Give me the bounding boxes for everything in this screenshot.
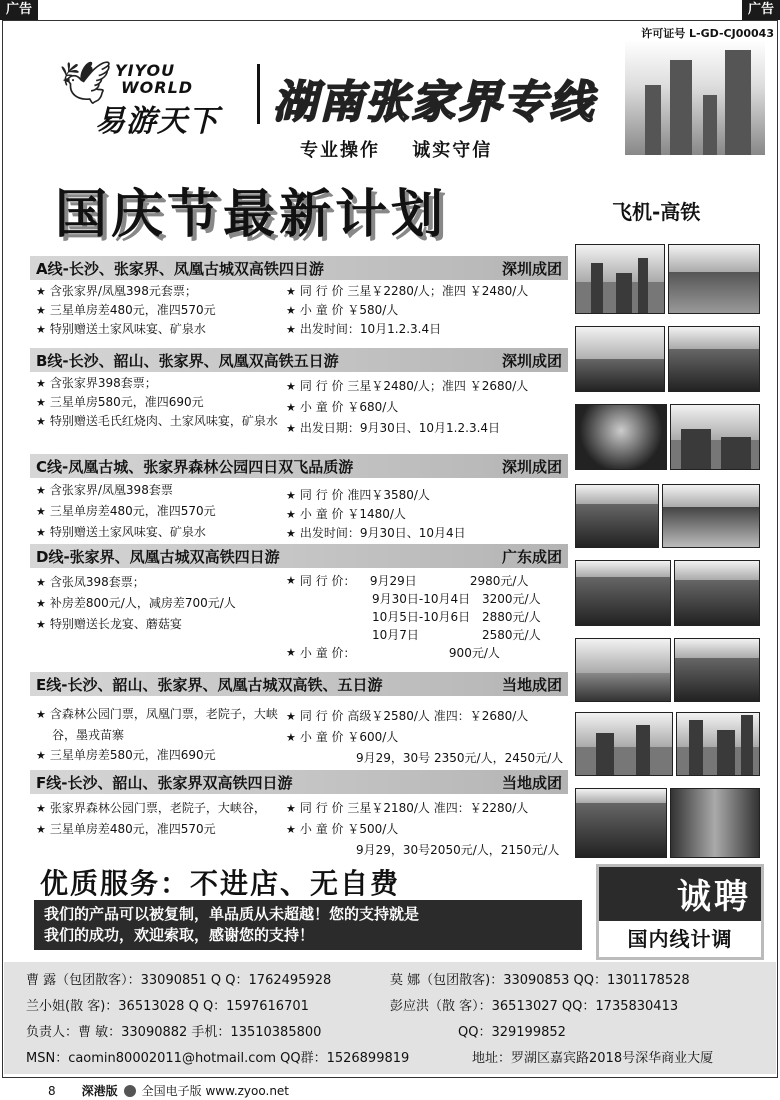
website-link[interactable]: 全国电子版 www.zyoo.net — [141, 1084, 290, 1098]
list-item: ★ 特别赠送土家风味宴、矿泉水 — [36, 322, 206, 336]
slogan-2: 诚实守信 — [412, 140, 493, 161]
list-item: ★ 三星单房580元，准四690元 — [36, 395, 204, 409]
ad-tag-left: 广告 — [0, 0, 38, 20]
banner-slogan — [300, 136, 492, 162]
license-number: 许可证号 L-GD-CJ00043 — [641, 27, 774, 40]
star-icon: ★ — [36, 285, 46, 298]
page-number: 8 — [48, 1083, 56, 1098]
route-header — [30, 348, 568, 372]
star-icon: ★ — [286, 422, 296, 435]
list-item: ★ 小 童 价 ￥500/人 — [286, 822, 399, 836]
main-headline: 国庆节最新计划 — [55, 184, 448, 245]
date-note: 9月29，30号 2350元/人，2450元/人 — [356, 751, 564, 765]
list-item: ★ 含张家界/凤凰398元套票； — [36, 284, 197, 298]
banner-divider — [257, 64, 260, 124]
banner-title: 湖南张家界专线 — [273, 77, 595, 128]
list-item: ★ 张家界森林公园门票，老院子，大峡谷， — [36, 801, 266, 815]
route-d — [30, 544, 568, 688]
star-icon: ★ — [286, 508, 296, 521]
contact-row: 兰小姐(散 客)：36513028 Q Q：1597616701 彭应洪（散 客）：36513027 QQ：1735830413 — [26, 999, 679, 1014]
route-b — [30, 348, 568, 452]
route-header — [30, 544, 568, 568]
recruit-position: 国内线计调 — [599, 921, 761, 957]
date-note: 9月29，30号2050元/人，2150元/人 — [356, 843, 560, 857]
star-icon: ★ — [36, 802, 46, 815]
list-item: ★ 含张凤398套票； — [36, 575, 145, 589]
star-icon: ★ — [36, 618, 46, 631]
ad-tag-right: 广告 — [742, 0, 780, 20]
list-item: ★ 出发时间：10月1.2.3.4日 — [286, 322, 442, 336]
route-name: D线-张家界、凤凰古城双高铁四日游 — [36, 547, 280, 566]
logo-chinese: 易游天下 — [95, 104, 219, 139]
list-item: ★ 三星单房差480元，准四570元 — [36, 303, 216, 317]
contact-panel — [4, 962, 776, 1074]
star-icon: ★ — [36, 526, 46, 539]
star-icon: ★ — [286, 823, 296, 836]
forest-photo — [575, 484, 659, 548]
route-header — [30, 672, 568, 696]
star-icon: ★ — [286, 304, 296, 317]
list-item: ★ 出发时间：9月30日、10月4日 — [286, 526, 466, 540]
route-group: 深圳成团 — [501, 259, 562, 278]
list-item: ★ 同 行 价 三星￥2180/人 准四：￥2280/人 — [286, 801, 529, 815]
star-icon: ★ — [286, 285, 296, 298]
list-item: ★ 补房差800元/人，减房差700元/人 — [36, 596, 236, 610]
slogan-1: 专业操作 — [300, 140, 380, 161]
old-street-photo — [575, 788, 667, 858]
logo-en-line1: YIYOU — [115, 61, 176, 80]
list-item: ★ 特别赠送土家风味宴、矿泉水 — [36, 525, 206, 539]
route-group: 当地成团 — [501, 675, 562, 694]
list-item: ★ 含张家界/凤凰398套票 — [36, 483, 173, 497]
list-item: ★ 同 行 价 三星￥2280/人；准四 ￥2480/人 — [286, 284, 529, 298]
riverside-photo — [662, 484, 760, 548]
list-item: ★ 三星单房差480元，准四570元 — [36, 822, 216, 836]
star-icon: ★ — [36, 823, 46, 836]
star-icon: ★ — [36, 749, 46, 762]
route-a — [30, 256, 568, 342]
list-item: ★ 同 行 价 三星￥2480/人；准四 ￥2680/人 — [286, 379, 529, 393]
route-group: 深圳成团 — [501, 351, 562, 370]
recruit-title: 诚聘 — [677, 877, 751, 917]
service-title: 优质服务：不进店、无自费 — [40, 867, 401, 900]
route-group: 广东成团 — [501, 547, 562, 566]
list-item: ★ 特别赠送长龙宴、蘑菇宴 — [36, 617, 182, 631]
star-icon: ★ — [36, 576, 46, 589]
dove-icon: 🕊 — [59, 58, 113, 107]
list-item: ★ 三星单房差480元，准四570元 — [36, 504, 216, 518]
header-banner — [45, 48, 765, 168]
river-boat-photo — [668, 244, 760, 314]
list-item: ★ 含森林公园门票，凤凰门票，老院子，大峡谷，墨戎苗寨 — [36, 707, 278, 742]
star-icon: ★ — [286, 574, 296, 587]
route-group: 深圳成团 — [501, 457, 562, 476]
transport-label: 飞机-高铁 — [612, 200, 701, 224]
page-footer — [48, 1082, 289, 1099]
list-item: ★ 三星单房差580元，准四690元 — [36, 748, 216, 762]
star-icon: ★ — [36, 377, 46, 390]
route-name: B线-长沙、韶山、张家界、凤凰双高铁五日游 — [36, 351, 339, 370]
list-item: ★ 同 行 价 高级￥2580/人 准四：￥2680/人 — [286, 709, 529, 723]
route-f — [30, 770, 568, 860]
valley-photo — [575, 712, 673, 776]
scenery-photo — [575, 244, 665, 314]
star-icon: ★ — [36, 505, 46, 518]
service-message — [34, 900, 582, 950]
star-icon: ★ — [36, 415, 46, 428]
recruit-box — [596, 864, 764, 960]
list-item: ★ 小 童 价 ￥680/人 — [286, 400, 399, 414]
star-icon: ★ — [286, 710, 296, 723]
list-item: ★ 特别赠送毛氏红烧肉、土家风味宴，矿泉水 — [36, 414, 278, 428]
service-line-2: 我们的成功，欢迎索取，感谢您的支持！ — [44, 926, 315, 944]
route-name: A线-长沙、张家界、凤凰古城双高铁四日游 — [36, 259, 324, 278]
list-item: ★ 小 童 价 ￥600/人 — [286, 730, 399, 744]
star-icon: ★ — [286, 401, 296, 414]
mountain-scene-image — [625, 40, 765, 155]
village-photo — [575, 326, 665, 392]
star-icon: ★ — [286, 380, 296, 393]
star-icon: ★ — [286, 731, 296, 744]
route-group: 当地成团 — [501, 773, 562, 792]
gate-building-photo — [575, 560, 671, 626]
star-icon: ★ — [36, 396, 46, 409]
star-icon: ★ — [286, 646, 296, 659]
stilt-house-photo — [674, 560, 760, 626]
route-header — [30, 256, 568, 280]
list-item: ★ 出发日期：9月30日、10月1.2.3.4日 — [286, 421, 501, 435]
route-name: C线-凤凰古城、张家界森林公园四日双飞品质游 — [36, 457, 354, 476]
star-icon: ★ — [36, 708, 46, 721]
service-line-1: 我们的产品可以被复制，单品质从未超越！您的支持就是 — [44, 905, 420, 923]
mountain-photo — [670, 404, 760, 470]
route-header — [30, 454, 568, 478]
logo-english — [115, 62, 193, 96]
price-schedule: ★ 同 行 价： 9月29日 2980元/人 9月30日-10月4日 3200元/人 10月5日-10月6日 2880元/人 10月7日 2580元/人 ★ 小 童 价： 900元/人 — [286, 574, 541, 660]
star-icon: ★ — [36, 484, 46, 497]
route-c — [30, 454, 568, 542]
pillar-peaks-photo — [676, 712, 760, 776]
phoenix-town-photo — [668, 326, 760, 392]
contact-row: MSN：caomin80002011@hotmail.com QQ群：1526899819 地址：罗湖区嘉宾路2018号深华商业大厦 — [26, 1051, 714, 1066]
contact-row: 曹 露（包团散客）：33090851 Q Q：1762495928 莫 娜（包团散客)：33090853 QQ：1301178528 — [26, 973, 690, 988]
star-icon: ★ — [286, 802, 296, 815]
logo — [45, 48, 255, 138]
star-icon: ★ — [286, 489, 296, 502]
lake-photo — [575, 638, 671, 702]
star-icon: ★ — [286, 323, 296, 336]
logo-en-line2: WORLD — [121, 78, 194, 97]
globe-icon — [124, 1085, 136, 1097]
star-icon: ★ — [36, 323, 46, 336]
route-header — [30, 770, 568, 794]
town-photo — [674, 638, 760, 702]
route-e — [30, 672, 568, 786]
cave-photo — [575, 404, 667, 470]
contact-row: 负责人：曹 敏：33090882 手机：13510385800 QQ：329199852 — [26, 1025, 566, 1040]
route-name: F线-长沙、韶山、张家界双高铁四日游 — [36, 773, 293, 792]
star-icon: ★ — [286, 527, 296, 540]
star-icon: ★ — [36, 304, 46, 317]
list-item: ★ 小 童 价 ￥1480/人 — [286, 507, 406, 521]
route-name: E线-长沙、韶山、张家界、凤凰古城双高铁、五日游 — [36, 675, 383, 694]
canyon-photo — [670, 788, 760, 858]
list-item: ★ 含张家界398套票； — [36, 376, 157, 390]
edition-label: 深港版 — [81, 1084, 118, 1098]
list-item: ★ 同 行 价 准四￥3580/人 — [286, 488, 430, 502]
list-item: ★ 小 童 价 ￥580/人 — [286, 303, 399, 317]
star-icon: ★ — [36, 597, 46, 610]
